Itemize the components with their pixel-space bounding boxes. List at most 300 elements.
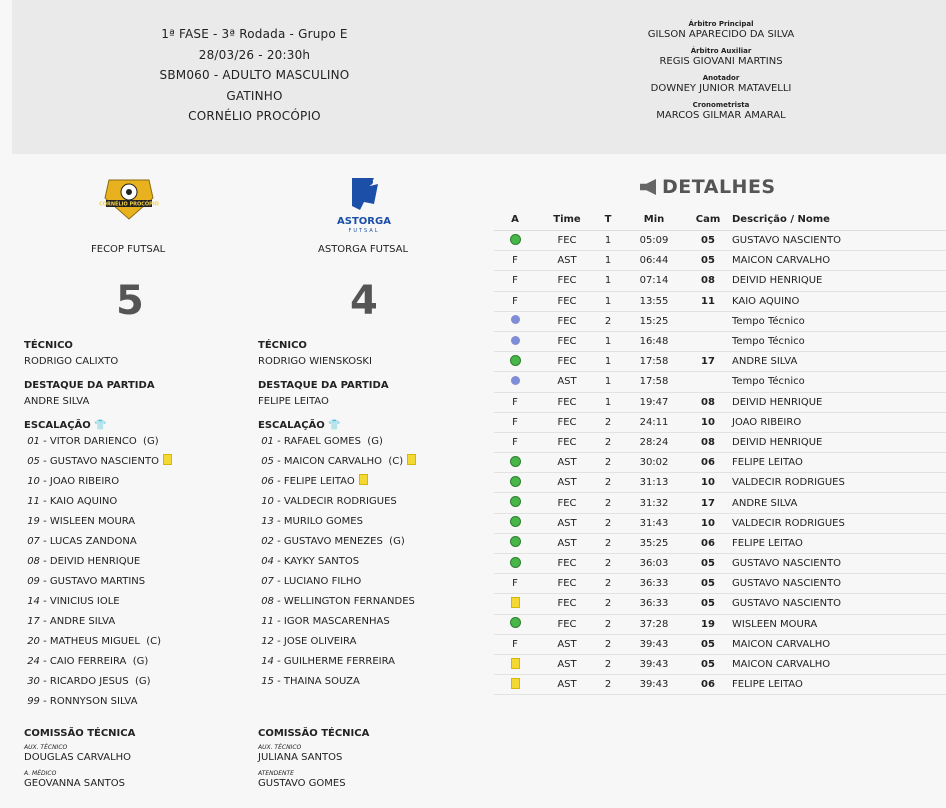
- event-team: FEC: [536, 493, 598, 513]
- separator: -: [273, 436, 284, 447]
- separator: -: [39, 676, 50, 687]
- event-team: AST: [536, 513, 598, 533]
- match-datetime: 28/03/26 - 20:30h: [198, 47, 311, 62]
- event-shirt: 08: [690, 392, 726, 412]
- player-name: THAINA SOUZA: [283, 676, 360, 687]
- event-team: AST: [536, 251, 598, 271]
- player-name: MURILO GOMES: [283, 516, 363, 527]
- details-title: DETALHES: [640, 176, 776, 198]
- player-number: 19: [27, 516, 40, 527]
- player-name: DEIVID HENRIQUE: [49, 556, 141, 567]
- event-description: FELIPE LEITAO: [726, 675, 946, 695]
- event-minute: 36:03: [618, 554, 690, 574]
- yellow-card-icon: [511, 597, 520, 608]
- event-action: [494, 372, 536, 392]
- player-name: VITOR DARIENCO (G): [49, 436, 159, 447]
- event-row: [494, 675, 946, 695]
- event-team: FEC: [536, 311, 598, 331]
- separator: -: [273, 456, 284, 467]
- player-row: [258, 452, 478, 472]
- event-shirt: 10: [690, 412, 726, 432]
- event-description: VALDECIR RODRIGUES: [726, 513, 946, 533]
- event-period: 1: [598, 291, 618, 311]
- event-minute: 24:11: [618, 412, 690, 432]
- staff-role: ATENDENTE: [258, 770, 294, 777]
- player-number: 02: [261, 536, 274, 547]
- home-logo-text: CORNÉLIO PROCÓPIO: [99, 201, 159, 208]
- event-description: GUSTAVO NASCIENTO: [726, 594, 946, 614]
- player-row: [24, 432, 244, 452]
- event-row: [494, 392, 946, 412]
- player-row: [24, 552, 244, 572]
- separator: -: [39, 476, 50, 487]
- match-category: SBM060 - ADULTO MASCULINO: [159, 68, 350, 83]
- player-name: WELLINGTON FERNANDES: [283, 596, 415, 607]
- staff-role: AUX. TÉCNICO: [24, 744, 68, 751]
- home-lineup: [24, 432, 244, 712]
- player-name: JOAO RIBEIRO: [49, 476, 120, 487]
- event-description: KAIO AQUINO: [726, 291, 946, 311]
- player-number: 05: [261, 456, 274, 467]
- official-name: REGIS GIOVANI MARTINS: [659, 56, 783, 67]
- separator: -: [39, 456, 50, 467]
- event-row: [494, 372, 946, 392]
- event-minute: 28:24: [618, 432, 690, 452]
- event-period: 2: [598, 554, 618, 574]
- event-team: FEC: [536, 291, 598, 311]
- event-action: [494, 654, 536, 674]
- event-description: ANDRE SILVA: [726, 493, 946, 513]
- official-role: Cronometrista: [692, 101, 750, 109]
- event-period: 2: [598, 594, 618, 614]
- blue-shirt-icon: 👕: [328, 420, 341, 431]
- event-row: [494, 311, 946, 331]
- col-cam: Cam: [690, 208, 726, 231]
- event-row: [494, 513, 946, 533]
- player-name: KAIO AQUINO: [49, 496, 118, 507]
- player-row: [258, 472, 478, 492]
- separator: -: [273, 556, 284, 567]
- player-number: 13: [261, 516, 274, 527]
- event-period: 2: [598, 473, 618, 493]
- event-row: [494, 251, 946, 271]
- ball-icon: [510, 516, 521, 527]
- away-staff: [258, 728, 478, 790]
- separator: -: [39, 576, 50, 587]
- player-row: [24, 492, 244, 512]
- event-shirt: 17: [690, 493, 726, 513]
- official-name: DOWNEY JUNIOR MATAVELLI: [650, 83, 792, 94]
- event-action: F: [494, 251, 536, 271]
- separator: -: [273, 536, 284, 547]
- ball-icon: [510, 536, 521, 547]
- event-team: AST: [536, 533, 598, 553]
- event-minute: 06:44: [618, 251, 690, 271]
- player-name: RAFAEL GOMES (G): [283, 436, 383, 447]
- staff-name: JULIANA SANTOS: [258, 752, 343, 763]
- event-minute: 15:25: [618, 311, 690, 331]
- event-action: [494, 231, 536, 251]
- event-team: FEC: [536, 352, 598, 372]
- player-name: GUILHERME FERREIRA: [283, 656, 396, 667]
- event-shirt: 06: [690, 533, 726, 553]
- col-time: Time: [536, 208, 598, 231]
- event-period: 1: [598, 271, 618, 291]
- separator: -: [273, 656, 284, 667]
- player-number: 11: [261, 616, 274, 627]
- away-staff-label: COMISSÃO TÉCNICA: [258, 728, 370, 739]
- staff-role: AUX. TÉCNICO: [258, 744, 302, 751]
- event-shirt: 05: [690, 251, 726, 271]
- event-description: GUSTAVO NASCIENTO: [726, 554, 946, 574]
- event-period: 1: [598, 392, 618, 412]
- event-period: 1: [598, 251, 618, 271]
- home-team-logo: [99, 178, 159, 220]
- player-number: 10: [27, 476, 40, 487]
- separator: -: [39, 436, 50, 447]
- event-description: MAICON CARVALHO: [726, 251, 946, 271]
- event-team: AST: [536, 654, 598, 674]
- home-coach-label: TÉCNICO: [24, 340, 73, 351]
- event-row: [494, 473, 946, 493]
- event-team: FEC: [536, 594, 598, 614]
- event-action: [494, 453, 536, 473]
- player-name: GUSTAVO MENEZES (G): [283, 536, 405, 547]
- event-action: [494, 311, 536, 331]
- event-team: FEC: [536, 614, 598, 634]
- separator: -: [273, 636, 284, 647]
- event-period: 2: [598, 634, 618, 654]
- home-highlight-label: DESTAQUE DA PARTIDA: [24, 380, 155, 391]
- event-action: [494, 533, 536, 553]
- match-header: [12, 0, 946, 154]
- event-minute: 35:25: [618, 533, 690, 553]
- official-name: GILSON APARECIDO DA SILVA: [647, 29, 795, 40]
- event-team: FEC: [536, 231, 598, 251]
- event-shirt: 10: [690, 513, 726, 533]
- event-minute: 39:43: [618, 654, 690, 674]
- staff-name: GEOVANNA SANTOS: [24, 778, 125, 789]
- ball-icon: [510, 476, 521, 487]
- away-coach: RODRIGO WIENSKOSKI: [258, 356, 372, 367]
- player-row: [24, 612, 244, 632]
- home-column: [24, 340, 244, 712]
- event-minute: 39:43: [618, 675, 690, 695]
- away-highlight-label: DESTAQUE DA PARTIDA: [258, 380, 389, 391]
- event-minute: 36:33: [618, 574, 690, 594]
- player-number: 07: [27, 536, 40, 547]
- ball-icon: [510, 456, 521, 467]
- player-row: [258, 552, 478, 572]
- away-lineup-label: ESCALAÇÃO 👕: [258, 420, 341, 431]
- event-description: GUSTAVO NASCIENTO: [726, 574, 946, 594]
- player-number: 01: [261, 436, 274, 447]
- player-number: 08: [27, 556, 40, 567]
- event-action: [494, 473, 536, 493]
- event-action: [494, 614, 536, 634]
- event-minute: 07:14: [618, 271, 690, 291]
- event-action: [494, 594, 536, 614]
- separator: -: [273, 676, 284, 687]
- event-row: [494, 554, 946, 574]
- event-description: MAICON CARVALHO: [726, 654, 946, 674]
- ball-icon: [510, 234, 521, 245]
- player-number: 12: [261, 636, 274, 647]
- home-staff: [24, 728, 244, 790]
- event-team: AST: [536, 473, 598, 493]
- event-team: FEC: [536, 392, 598, 412]
- away-highlight: FELIPE LEITAO: [258, 396, 329, 407]
- yellow-card-icon: [359, 474, 368, 485]
- ball-icon: [510, 355, 521, 366]
- home-score: 5: [116, 278, 144, 324]
- player-row: [258, 672, 478, 692]
- player-row: [258, 612, 478, 632]
- player-number: 30: [27, 676, 40, 687]
- home-staff-label: COMISSÃO TÉCNICA: [24, 728, 136, 739]
- event-row: [494, 231, 946, 251]
- player-row: [24, 672, 244, 692]
- event-row: [494, 533, 946, 553]
- event-period: 2: [598, 614, 618, 634]
- ball-icon: [510, 557, 521, 568]
- player-number: 04: [261, 556, 274, 567]
- player-row: [258, 652, 478, 672]
- col-t: T: [598, 208, 618, 231]
- player-name: GUSTAVO NASCIENTO: [49, 456, 159, 467]
- match-venue: GATINHO: [226, 88, 283, 103]
- player-number: 14: [261, 656, 274, 667]
- separator: -: [273, 516, 284, 527]
- event-team: FEC: [536, 331, 598, 351]
- col-a: A: [494, 208, 536, 231]
- event-action: [494, 513, 536, 533]
- player-name: RICARDO JESUS (G): [49, 676, 151, 687]
- white-shirt-icon: 👕: [94, 420, 107, 431]
- event-action: F: [494, 412, 536, 432]
- event-team: FEC: [536, 554, 598, 574]
- player-row: [258, 592, 478, 612]
- event-description: DEIVID HENRIQUE: [726, 271, 946, 291]
- event-shirt: 06: [690, 453, 726, 473]
- event-minute: 17:58: [618, 352, 690, 372]
- player-number: 11: [27, 496, 40, 507]
- event-period: 1: [598, 372, 618, 392]
- event-period: 1: [598, 231, 618, 251]
- event-shirt: 05: [690, 231, 726, 251]
- player-row: [24, 452, 244, 472]
- home-lineup-label: ESCALAÇÃO 👕: [24, 420, 107, 431]
- player-row: [24, 572, 244, 592]
- events-table: [494, 208, 946, 695]
- match-info: [12, 24, 497, 127]
- timeout-icon: [511, 376, 520, 385]
- separator: -: [39, 696, 50, 707]
- player-row: [258, 572, 478, 592]
- player-number: 99: [27, 696, 40, 707]
- event-minute: 19:47: [618, 392, 690, 412]
- player-row: [24, 532, 244, 552]
- event-action: [494, 493, 536, 513]
- event-shirt: [690, 311, 726, 331]
- event-minute: 31:32: [618, 493, 690, 513]
- separator: -: [273, 616, 284, 627]
- player-name: WISLEEN MOURA: [49, 516, 136, 527]
- event-period: 2: [598, 432, 618, 452]
- col-min: Min: [618, 208, 690, 231]
- yellow-card-icon: [163, 454, 172, 465]
- player-row: [24, 632, 244, 652]
- away-team-logo: [334, 176, 394, 234]
- player-name: VINICIUS IOLE: [49, 596, 120, 607]
- event-shirt: 06: [690, 675, 726, 695]
- event-team: FEC: [536, 574, 598, 594]
- yellow-card-icon: [511, 658, 520, 669]
- event-action: F: [494, 392, 536, 412]
- staff-role: A. MÉDICO: [24, 770, 57, 777]
- event-action: [494, 331, 536, 351]
- event-minute: 30:02: [618, 453, 690, 473]
- away-team-name: ASTORGA FUTSAL: [318, 244, 409, 255]
- event-period: 2: [598, 412, 618, 432]
- official-role: Árbitro Principal: [688, 20, 754, 28]
- event-minute: 17:58: [618, 372, 690, 392]
- away-logo-text: ASTORGA: [337, 216, 391, 227]
- col-desc: Descrição / Nome: [726, 208, 946, 231]
- event-minute: 37:28: [618, 614, 690, 634]
- event-row: [494, 352, 946, 372]
- staff-name: GUSTAVO GOMES: [258, 778, 346, 789]
- event-row: [494, 574, 946, 594]
- player-name: LUCAS ZANDONA: [49, 536, 137, 547]
- event-minute: 31:13: [618, 473, 690, 493]
- player-row: [258, 632, 478, 652]
- official-name: MARCOS GILMAR AMARAL: [656, 110, 786, 121]
- event-row: [494, 493, 946, 513]
- separator: -: [39, 636, 50, 647]
- separator: -: [39, 656, 50, 667]
- separator: -: [39, 556, 50, 567]
- event-period: 2: [598, 574, 618, 594]
- separator: -: [39, 516, 50, 527]
- player-name: JOSE OLIVEIRA: [283, 636, 357, 647]
- event-team: FEC: [536, 271, 598, 291]
- player-name: KAYKY SANTOS: [283, 556, 360, 567]
- separator: -: [39, 616, 50, 627]
- player-number: 24: [27, 656, 40, 667]
- separator: -: [39, 496, 50, 507]
- event-description: Tempo Técnico: [726, 372, 946, 392]
- event-period: 1: [598, 352, 618, 372]
- away-column: [258, 340, 478, 692]
- event-shirt: 19: [690, 614, 726, 634]
- event-shirt: 05: [690, 594, 726, 614]
- event-minute: 39:43: [618, 634, 690, 654]
- away-logo-sub: FUTSAL: [348, 228, 380, 234]
- event-description: GUSTAVO NASCIENTO: [726, 231, 946, 251]
- official-role: Árbitro Auxiliar: [690, 47, 752, 55]
- player-name: ANDRE SILVA: [49, 616, 116, 627]
- away-lineup: [258, 432, 478, 692]
- event-description: WISLEEN MOURA: [726, 614, 946, 634]
- event-action: F: [494, 574, 536, 594]
- event-team: FEC: [536, 412, 598, 432]
- player-row: [24, 592, 244, 612]
- event-row: [494, 594, 946, 614]
- event-action: F: [494, 432, 536, 452]
- away-coach-label: TÉCNICO: [258, 340, 307, 351]
- event-row: [494, 614, 946, 634]
- event-minute: 16:48: [618, 331, 690, 351]
- event-description: JOAO RIBEIRO: [726, 412, 946, 432]
- event-minute: 05:09: [618, 231, 690, 251]
- away-score: 4: [350, 278, 378, 324]
- event-shirt: 11: [690, 291, 726, 311]
- ball-icon: [510, 617, 521, 628]
- event-description: Tempo Técnico: [726, 311, 946, 331]
- player-name: MATHEUS MIGUEL (C): [49, 636, 162, 647]
- timeout-icon: [511, 336, 520, 345]
- event-row: [494, 412, 946, 432]
- timeout-icon: [511, 315, 520, 324]
- event-shirt: 05: [690, 554, 726, 574]
- yellow-card-icon: [511, 678, 520, 689]
- player-name: FELIPE LEITAO: [283, 476, 355, 487]
- player-number: 15: [261, 676, 274, 687]
- player-number: 10: [261, 496, 274, 507]
- event-period: 2: [598, 513, 618, 533]
- player-number: 09: [27, 576, 40, 587]
- player-number: 17: [27, 616, 40, 627]
- event-row: [494, 432, 946, 452]
- separator: -: [39, 596, 50, 607]
- event-period: 2: [598, 654, 618, 674]
- separator: -: [273, 596, 284, 607]
- event-row: [494, 654, 946, 674]
- event-shirt: 17: [690, 352, 726, 372]
- event-description: ANDRE SILVA: [726, 352, 946, 372]
- event-team: AST: [536, 675, 598, 695]
- event-shirt: 05: [690, 574, 726, 594]
- event-team: FEC: [536, 432, 598, 452]
- player-name: LUCIANO FILHO: [283, 576, 362, 587]
- event-minute: 36:33: [618, 594, 690, 614]
- event-action: F: [494, 634, 536, 654]
- event-row: [494, 271, 946, 291]
- event-period: 2: [598, 453, 618, 473]
- player-number: 05: [27, 456, 40, 467]
- player-row: [24, 692, 244, 712]
- event-action: F: [494, 271, 536, 291]
- event-action: F: [494, 291, 536, 311]
- player-number: 08: [261, 596, 274, 607]
- player-row: [258, 432, 478, 452]
- player-row: [24, 652, 244, 672]
- player-row: [24, 512, 244, 532]
- separator: -: [39, 536, 50, 547]
- event-description: VALDECIR RODRIGUES: [726, 473, 946, 493]
- player-row: [258, 532, 478, 552]
- player-name: IGOR MASCARENHAS: [283, 616, 390, 627]
- event-shirt: 05: [690, 654, 726, 674]
- event-shirt: 08: [690, 432, 726, 452]
- event-team: AST: [536, 453, 598, 473]
- event-action: [494, 554, 536, 574]
- player-name: GUSTAVO MARTINS: [49, 576, 146, 587]
- player-number: 06: [261, 476, 274, 487]
- official-role: Anotador: [702, 74, 740, 82]
- player-number: 20: [27, 636, 40, 647]
